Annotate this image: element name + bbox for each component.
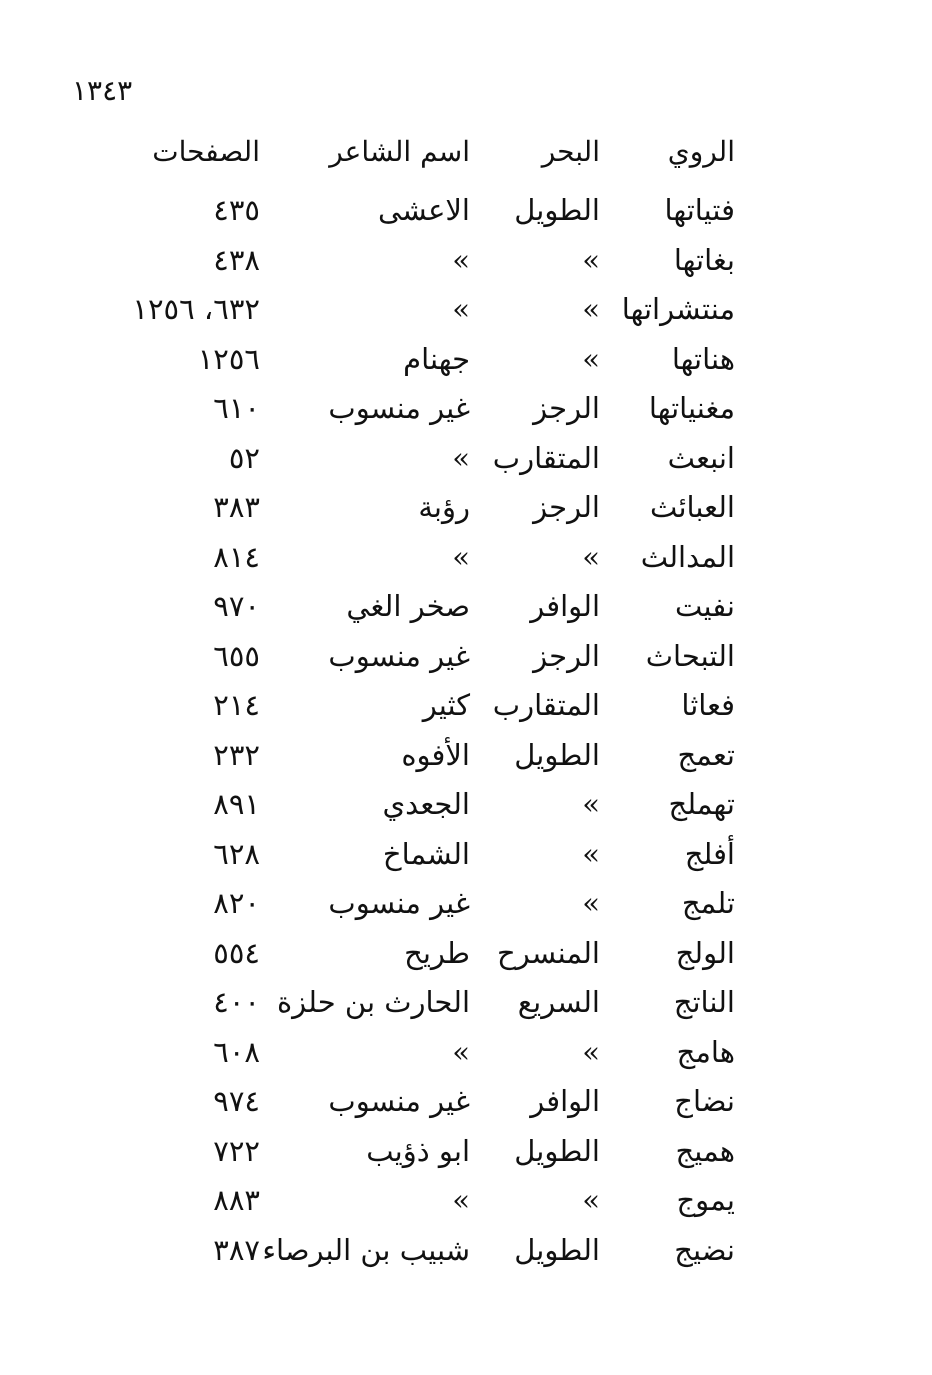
- pages-cell: ١٢٥٦: [197, 341, 260, 376]
- bahr-cell: المتقارب: [492, 688, 600, 722]
- table-row: [80, 782, 760, 832]
- rawi-cell: الناتج: [673, 985, 735, 1019]
- poet-cell: الحارث بن حلزة: [276, 985, 470, 1019]
- rawi-cell: مغنياتها: [648, 391, 735, 425]
- bahr-cell: »: [582, 242, 600, 277]
- pages-cell: ٦١٠: [213, 391, 260, 425]
- table-row: [80, 337, 760, 387]
- table-body: [80, 188, 760, 1277]
- table-row: [80, 287, 760, 337]
- poet-cell: »: [452, 242, 470, 277]
- bahr-cell: الرجز: [533, 638, 600, 673]
- pages-cell: ٩٧٠: [213, 589, 260, 623]
- rawi-cell: نفيت: [675, 589, 735, 623]
- rawi-cell: نضاج: [674, 1084, 735, 1118]
- table-row: [80, 436, 760, 486]
- bahr-cell: الرجز: [533, 490, 600, 524]
- bahr-cell: الطويل: [514, 1232, 600, 1267]
- poet-cell: غير منسوب: [328, 638, 470, 673]
- bahr-cell: »: [582, 886, 600, 920]
- rawi-cell: أفلج: [684, 836, 735, 871]
- page-number: ١٣٤٣: [72, 74, 133, 107]
- poet-cell: الشماخ: [382, 836, 470, 871]
- bahr-cell: »: [582, 341, 600, 376]
- poet-cell: الاعشى: [378, 193, 470, 227]
- rhyme-index-table: [80, 130, 760, 1277]
- rawi-cell: هناتها: [671, 341, 735, 376]
- bahr-cell: »: [582, 539, 600, 574]
- poet-cell: غير منسوب: [328, 1084, 470, 1118]
- table-row: [80, 1079, 760, 1129]
- pages-cell: ٨٢٠: [213, 886, 260, 920]
- pages-cell: ٦٣٢، ١٢٥٦: [132, 292, 260, 326]
- table-row: [80, 535, 760, 585]
- table-row: [80, 1178, 760, 1228]
- poet-cell: »: [452, 1183, 470, 1217]
- rawi-cell: انبعث: [667, 440, 735, 475]
- bahr-cell: »: [582, 1034, 600, 1069]
- rawi-cell: هامج: [676, 1034, 735, 1069]
- bahr-cell: »: [582, 787, 600, 821]
- bahr-cell: »: [582, 836, 600, 871]
- bahr-cell: الوافر: [530, 1084, 600, 1118]
- pages-cell: ٤٣٨: [213, 242, 260, 277]
- poet-cell: شبيب بن البرصاء: [262, 1232, 470, 1267]
- pages-cell: ٦٠٨: [213, 1034, 260, 1069]
- table-row: [80, 683, 760, 733]
- table-row: [80, 881, 760, 931]
- table-row: [80, 931, 760, 981]
- poet-cell: جهنام: [403, 341, 470, 376]
- bahr-cell: المتقارب: [492, 440, 600, 475]
- pages-cell: ٦٥٥: [213, 638, 260, 673]
- pages-cell: ٨٨٣: [213, 1183, 260, 1217]
- poet-cell: رؤبة: [418, 490, 470, 524]
- table-row: [80, 386, 760, 436]
- pages-cell: ٤٠٠: [213, 985, 260, 1019]
- pages-cell: ٥٢: [228, 440, 260, 475]
- table-row: [80, 634, 760, 684]
- table-row: [80, 485, 760, 535]
- rawi-cell: العبائث: [649, 490, 735, 524]
- bahr-cell: »: [582, 292, 600, 326]
- poet-cell: »: [452, 440, 470, 475]
- rawi-cell: تهملج: [668, 787, 735, 821]
- pages-cell: ٣٨٧: [213, 1232, 260, 1267]
- pages-cell: ٣٨٣: [213, 490, 260, 524]
- rawi-cell: فتياتها: [664, 193, 735, 227]
- poet-cell: الأفوه: [401, 737, 470, 772]
- header-poet: اسم الشاعر: [329, 135, 470, 168]
- rawi-cell: يموج: [676, 1183, 735, 1217]
- table-row: [80, 832, 760, 882]
- header-pages: الصفحات: [152, 135, 260, 168]
- rawi-cell: بغاتها: [673, 242, 735, 277]
- poet-cell: صخر الغي: [346, 589, 470, 623]
- bahr-cell: السريع: [517, 985, 600, 1019]
- table-row: [80, 238, 760, 288]
- header-rawi: الروي: [667, 135, 735, 168]
- rawi-cell: تلمج: [681, 886, 735, 920]
- bahr-cell: الطويل: [514, 737, 600, 772]
- table-row: [80, 980, 760, 1030]
- bahr-cell: الرجز: [533, 391, 600, 425]
- poet-cell: غير منسوب: [328, 886, 470, 920]
- rawi-cell: تعمج: [677, 737, 735, 772]
- bahr-cell: الطويل: [514, 193, 600, 227]
- poet-cell: »: [452, 292, 470, 326]
- bahr-cell: المنسرح: [496, 935, 600, 970]
- table-row: [80, 1030, 760, 1080]
- pages-cell: ٦٢٨: [213, 836, 260, 871]
- rawi-cell: فعاثا: [681, 688, 735, 722]
- bahr-cell: الطويل: [514, 1133, 600, 1168]
- poet-cell: طريح: [404, 935, 470, 970]
- poet-cell: »: [452, 1034, 470, 1069]
- pages-cell: ٧٢٢: [213, 1133, 260, 1168]
- pages-cell: ٩٧٤: [213, 1084, 260, 1118]
- poet-cell: »: [452, 539, 470, 574]
- table-row: [80, 188, 760, 238]
- table-row: [80, 584, 760, 634]
- table-row: [80, 733, 760, 783]
- rawi-cell: المدالث: [640, 539, 735, 574]
- table-row: [80, 1129, 760, 1179]
- bahr-cell: الوافر: [530, 589, 600, 623]
- rawi-cell: نضيج: [674, 1232, 735, 1267]
- rawi-cell: هميج: [675, 1133, 735, 1168]
- rawi-cell: التبحاث: [645, 638, 735, 673]
- poet-cell: الجعدي: [382, 787, 470, 821]
- poet-cell: كثير: [422, 688, 470, 722]
- table-row: [80, 1228, 760, 1278]
- pages-cell: ٨٩١: [213, 787, 260, 821]
- pages-cell: ٤٣٥: [213, 193, 260, 227]
- rawi-cell: الولج: [675, 935, 735, 970]
- table-header: [80, 130, 760, 188]
- poet-cell: غير منسوب: [328, 391, 470, 425]
- poet-cell: ابو ذؤيب: [366, 1133, 470, 1168]
- pages-cell: ٢١٤: [213, 688, 260, 722]
- pages-cell: ٢٣٢: [213, 737, 260, 772]
- header-bahr: البحر: [541, 135, 600, 168]
- pages-cell: ٨١٤: [213, 539, 260, 574]
- pages-cell: ٥٥٤: [213, 935, 260, 970]
- bahr-cell: »: [582, 1183, 600, 1217]
- rawi-cell: منتشراتها: [621, 292, 735, 326]
